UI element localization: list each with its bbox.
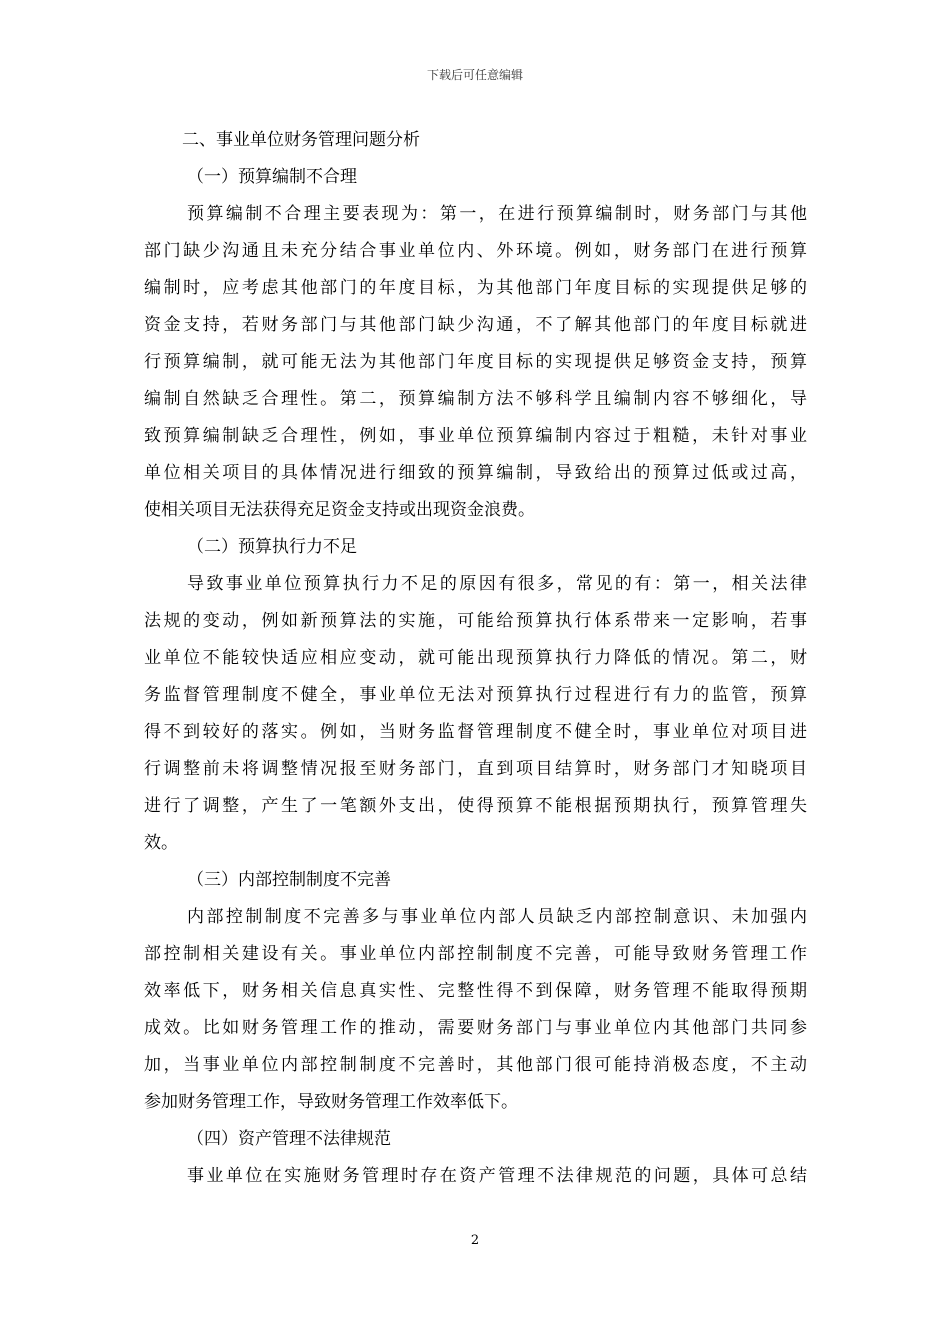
paragraph bbox=[144, 196, 807, 529]
subsection-heading: （一）预算编制不合理 bbox=[187, 167, 357, 187]
paragraph-line: 资金支持，若财务部门与其他部门缺少沟通，不了解其他部门的年度目标就进 bbox=[144, 315, 807, 335]
paragraph-line: 务监督管理制度不健全，事业单位无法对预算执行过程进行有力的监管，预算 bbox=[144, 685, 807, 705]
paragraph-line: 得不到较好的落实。例如，当财务监督管理制度不健全时，事业单位对项目进 bbox=[144, 722, 807, 742]
paragraph-line: 单位相关项目的具体情况进行细致的预算编制，导致给出的预算过低或过高， bbox=[144, 463, 807, 483]
paragraph bbox=[144, 1158, 807, 1195]
paragraph-line: 事业单位在实施财务管理时存在资产管理不法律规范的问题，具体可总结 bbox=[187, 1166, 807, 1186]
paragraph-line: 效。 bbox=[144, 833, 178, 853]
paragraph-line: 加，当事业单位内部控制制度不完善时，其他部门很可能持消极态度，不主动 bbox=[144, 1055, 807, 1075]
page-number: 2 bbox=[470, 1233, 480, 1248]
paragraph-line: 导致事业单位预算执行力不足的原因有很多，常见的有：第一，相关法律 bbox=[187, 574, 807, 594]
paragraph-line: 使相关项目无法获得充足资金支持或出现资金浪费。 bbox=[144, 500, 535, 520]
paragraph-line: 编制自然缺乏合理性。第二，预算编制方法不够科学且编制内容不够细化，导 bbox=[144, 389, 807, 409]
document-body bbox=[144, 122, 807, 1195]
page-header: 下载后可任意编辑 bbox=[426, 68, 523, 82]
paragraph-line: 业单位不能较快适应相应变动，就可能出现预算执行力降低的情况。第二，财 bbox=[144, 648, 807, 668]
subsection-heading: （四）资产管理不法律规范 bbox=[187, 1129, 391, 1149]
subsection-heading: （二）预算执行力不足 bbox=[187, 537, 357, 557]
paragraph-line: 预算编制不合理主要表现为：第一，在进行预算编制时，财务部门与其他 bbox=[187, 204, 807, 224]
paragraph-line: 参加财务管理工作，导致财务管理工作效率低下。 bbox=[144, 1092, 518, 1112]
paragraph-line: 行调整前未将调整情况报至财务部门，直到项目结算时，财务部门才知晓项目 bbox=[144, 759, 807, 779]
paragraph-line: 编制时，应考虑其他部门的年度目标，为其他部门年度目标的实现提供足够的 bbox=[144, 278, 807, 298]
paragraph-line: 效率低下，财务相关信息真实性、完整性得不到保障，财务管理不能取得预期 bbox=[144, 981, 807, 1001]
paragraph-line: 内部控制制度不完善多与事业单位内部人员缺乏内部控制意识、未加强内 bbox=[187, 907, 807, 927]
paragraph-line: 行预算编制，就可能无法为其他部门年度目标的实现提供足够资金支持，预算 bbox=[144, 352, 807, 372]
paragraph bbox=[144, 899, 807, 1121]
paragraph-line: 部门缺少沟通且未充分结合事业单位内、外环境。例如，财务部门在进行预算 bbox=[144, 241, 807, 261]
subsection-heading: （三）内部控制制度不完善 bbox=[187, 870, 391, 890]
paragraph-line: 致预算编制缺乏合理性，例如，事业单位预算编制内容过于粗糙，未针对事业 bbox=[144, 426, 807, 446]
paragraph-line: 部控制相关建设有关。事业单位内部控制制度不完善，可能导致财务管理工作 bbox=[144, 944, 807, 964]
paragraph-line: 成效。比如财务管理工作的推动，需要财务部门与事业单位内其他部门共同参 bbox=[144, 1018, 807, 1038]
paragraph-line: 法规的变动，例如新预算法的实施，可能给预算执行体系带来一定影响，若事 bbox=[144, 611, 807, 631]
paragraph-line: 进行了调整，产生了一笔额外支出，使得预算不能根据预期执行，预算管理失 bbox=[144, 796, 807, 816]
paragraph bbox=[144, 566, 807, 862]
section-title: 二、事业单位财务管理问题分析 bbox=[182, 130, 420, 150]
